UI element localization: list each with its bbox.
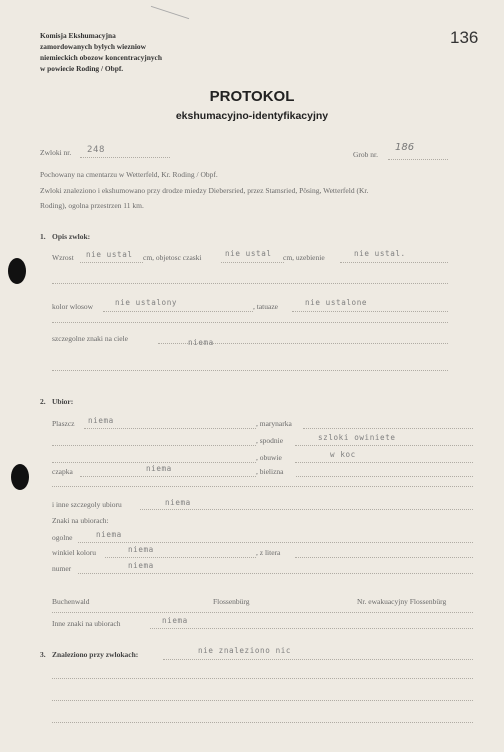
plaszcz-label: Plaszcz	[52, 419, 75, 428]
found-text-1: Zwloki znaleziono i ekshumowano przy drodze miedzy Diebersried, przez Stamsried, Pösing, Wetterfeld (Kr.	[40, 186, 369, 195]
inne-szczegoly-value: niema	[165, 498, 191, 507]
document-title: PROTOKOL	[209, 88, 295, 105]
buried-text: Pochowany na cmentarzu w Wetterfeld, Kr. Roding / Obpf.	[40, 170, 218, 179]
inne-znaki-value: niema	[162, 616, 188, 625]
numer-value: niema	[128, 561, 154, 570]
kolor-label: kolor wlosow	[52, 302, 94, 311]
document-subtitle: ekshumacyjno-identyfikacyjny	[175, 110, 329, 122]
ogolne-label: ogolne	[52, 533, 73, 542]
org-line-1: Komisja Ekshumacyjna	[40, 31, 116, 40]
obuwie-label: , obuwie	[256, 453, 282, 462]
winkiel-label: winkiel koloru	[52, 548, 96, 557]
punch-hole-top	[8, 258, 26, 284]
section-3-heading: Znaleziono przy zwlokach:	[52, 650, 139, 659]
punch-hole-bottom	[11, 464, 29, 490]
uzebienie-value: nie ustal.	[354, 249, 406, 258]
org-line-2: zamordowanych bylych wiezniow	[40, 42, 146, 51]
znaki-ubior-label: Znaki na ubiorach:	[52, 516, 109, 525]
inne-szczegoly-label: i inne szczegoly ubioru	[52, 500, 122, 509]
section-3-number: 3.	[40, 650, 46, 659]
litera-label: , z litera	[256, 548, 281, 557]
spodnie-label: , spodnie	[256, 436, 284, 445]
ogolne-value: niema	[96, 530, 122, 539]
tatuaze-label: , tatuaze	[253, 302, 278, 311]
buchenwald-label: Buchenwald	[52, 597, 90, 606]
zwloki-label: Zwloki nr.	[40, 148, 72, 157]
tatuaze-value: nie ustalone	[305, 298, 368, 307]
wzrost-value: nie ustal	[86, 250, 133, 259]
znaki-ciele-label: szczegolne znaki na ciele	[52, 334, 128, 343]
org-line-4: w powiecie Roding / Obpf.	[40, 64, 124, 73]
czapka-label: czapka	[52, 467, 73, 476]
znaki-ciele-value: niema	[188, 338, 214, 347]
marynarka-label: , marynarka	[256, 419, 292, 428]
spodnie-value: szloki owiniete	[318, 433, 396, 442]
cm-objetosc-label: cm, objetosc czaski	[143, 253, 202, 262]
section-2-number: 2.	[40, 397, 46, 406]
kolor-value: nie ustalony	[115, 298, 178, 307]
flossenburg-label: Flossenbürg	[213, 597, 250, 606]
section-1-number: 1.	[40, 232, 46, 241]
obuwie-value: w koc	[330, 450, 356, 459]
winkiel-value: niema	[128, 545, 154, 554]
inne-znaki-label: Inne znaki na ubiorach	[52, 619, 121, 628]
numer-label: numer	[52, 564, 72, 573]
zwloki-value: 248	[87, 145, 106, 155]
bielizna-label: , bielizna	[256, 467, 284, 476]
plaszcz-value: niema	[88, 416, 114, 425]
nr-ewakuacyjny-label: Nr. ewakuacyjny Flossenbürg	[357, 597, 447, 606]
czaski-value: nie ustal	[225, 249, 272, 258]
wzrost-label: Wzrost	[52, 253, 74, 262]
found-text-2: Roding), ogolna przestrzen 11 km.	[40, 201, 144, 210]
czapka-value: niema	[146, 464, 172, 473]
cm-uzebienie-label: cm, uzebienie	[283, 253, 325, 262]
section-1-heading: Opis zwlok:	[52, 232, 91, 241]
grob-label: Grob nr.	[353, 150, 378, 159]
org-line-3: niemieckich obozow koncentracyjnych	[40, 53, 162, 62]
page-number: 136	[450, 28, 479, 47]
grob-value: 186	[395, 142, 415, 153]
org-header	[40, 30, 162, 74]
pencil-mark	[151, 6, 189, 19]
section-2-heading: Ubior:	[52, 397, 74, 406]
znaleziono-value: nie znaleziono nic	[198, 646, 292, 655]
